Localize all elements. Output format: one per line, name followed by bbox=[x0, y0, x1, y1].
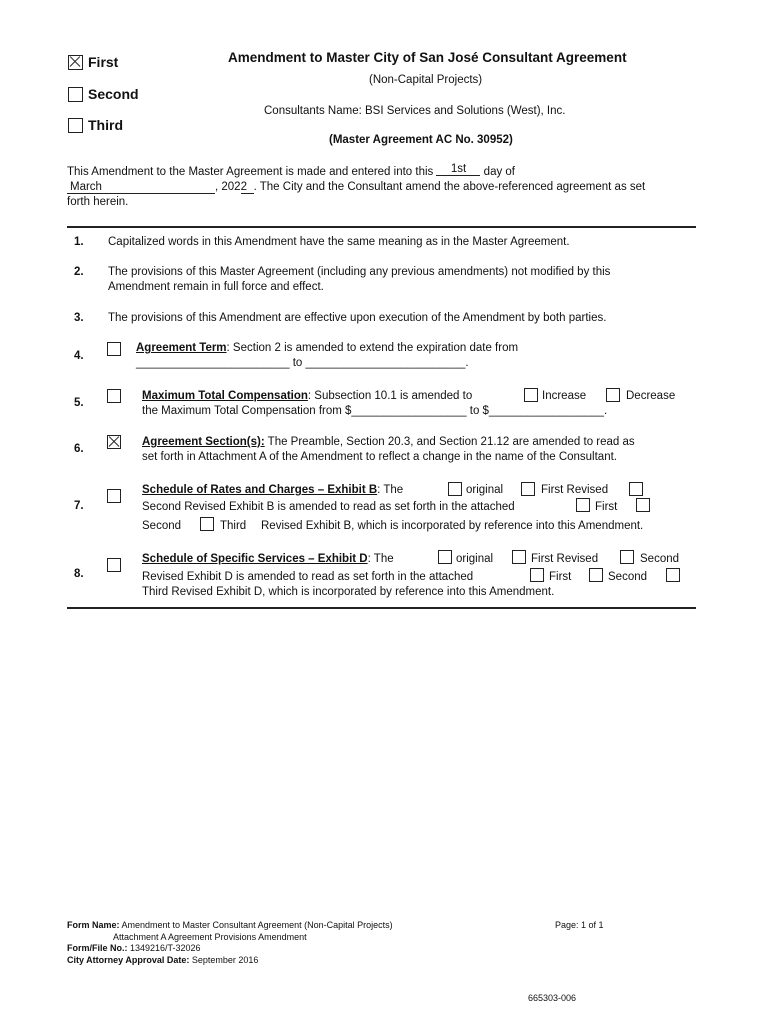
item-5-text: : Subsection 10.1 is amended to bbox=[307, 390, 473, 402]
item-1-text: Capitalized words in this Amendment have the same meaning as in the Master Agreement. bbox=[108, 236, 570, 248]
intro-year-value: 2 bbox=[240, 181, 247, 193]
item-7-line-2: Second Revised Exhibit B is amended to read as set forth in the attached bbox=[142, 501, 515, 513]
item-8-checkbox[interactable] bbox=[107, 558, 121, 572]
item-4-checkbox[interactable] bbox=[107, 342, 121, 356]
exhibit-b-attached-first-checkbox[interactable] bbox=[576, 498, 590, 512]
item-2-line-2: Amendment remain in full force and effect. bbox=[108, 281, 324, 293]
intro-month-value: March bbox=[70, 181, 102, 193]
exhibit-d-second-revised-label: Second bbox=[640, 553, 680, 565]
exhibit-b-second-label: Second bbox=[142, 520, 182, 532]
intro-year-prefix: , 202 bbox=[215, 181, 241, 193]
item-6-text: The Preamble, Section 20.3, and Section 21.12 are amended to read as bbox=[264, 436, 635, 448]
document-title: Amendment to Master City of San José Consultant Agreement bbox=[228, 50, 627, 65]
intro-text-2: . The City and the Consultant amend the above-referenced agreement as set bbox=[253, 181, 646, 193]
item-4-text: : Section 2 is amended to extend the expiration date from bbox=[226, 342, 519, 354]
section-divider-bottom bbox=[67, 607, 696, 609]
item-5-checkbox[interactable] bbox=[107, 389, 121, 403]
item-8-line-2: Revised Exhibit D is amended to read as set forth in the attached bbox=[142, 571, 474, 583]
exhibit-d-first-revised-checkbox[interactable] bbox=[512, 550, 526, 564]
third-amendment-checkbox[interactable] bbox=[68, 118, 83, 133]
exhibit-d-first-revised-label: First Revised bbox=[531, 553, 599, 565]
intro-month-field[interactable] bbox=[67, 181, 215, 194]
first-amendment-checkbox[interactable] bbox=[68, 55, 83, 70]
master-agreement-number: (Master Agreement AC No. 30952) bbox=[329, 134, 513, 146]
consultant-name: Consultants Name: BSI Services and Solutions (West), Inc. bbox=[264, 105, 566, 117]
increase-checkbox[interactable] bbox=[524, 388, 538, 402]
item-4-line-2: ________________________ to _________________________. bbox=[136, 357, 469, 369]
intro-line-3: forth herein. bbox=[67, 196, 129, 208]
section-divider-top bbox=[67, 226, 696, 228]
second-amendment-checkbox[interactable] bbox=[68, 87, 83, 102]
item-6-number: 6. bbox=[74, 443, 84, 455]
item-8-heading: Schedule of Specific Services – Exhibit D bbox=[142, 553, 368, 565]
footer-approval-label: City Attorney Approval Date: bbox=[67, 955, 190, 965]
item-7-text: : The bbox=[377, 484, 404, 496]
footer-form-name bbox=[67, 920, 393, 930]
item-5-number: 5. bbox=[74, 397, 84, 409]
item-7-heading: Schedule of Rates and Charges – Exhibit B bbox=[142, 484, 378, 496]
third-amendment-label: Third bbox=[88, 117, 123, 133]
item-4-number: 4. bbox=[74, 350, 84, 362]
footer-approval-date bbox=[67, 955, 258, 965]
intro-day-value: 1st bbox=[450, 163, 467, 175]
item-5-line-1 bbox=[142, 390, 472, 402]
intro-text-1: This Amendment to the Master Agreement is made and entered into this bbox=[67, 166, 437, 178]
item-1-number: 1. bbox=[74, 236, 84, 248]
item-3-number: 3. bbox=[74, 312, 84, 324]
footer-approval-value: September 2016 bbox=[189, 955, 259, 965]
footer-page: Page: 1 of 1 bbox=[555, 920, 604, 930]
item-8-line-1 bbox=[142, 553, 394, 565]
exhibit-d-attached-second-checkbox[interactable] bbox=[589, 568, 603, 582]
decrease-label: Decrease bbox=[626, 390, 676, 402]
footer-attachment: Attachment A Agreement Provisions Amendment bbox=[113, 932, 307, 942]
item-7-line-3: Revised Exhibit B, which is incorporated by reference into this Amendment. bbox=[261, 520, 644, 532]
item-2-line-1: The provisions of this Master Agreement (including any previous amendments) not modified by this bbox=[108, 266, 611, 278]
intro-line-1 bbox=[67, 163, 516, 179]
item-2-number: 2. bbox=[74, 266, 84, 278]
exhibit-b-third-label: Third bbox=[220, 520, 247, 532]
footer-form-name-label: Form Name: bbox=[67, 920, 120, 930]
item-6-heading: Agreement Section(s): bbox=[142, 436, 265, 448]
footer-document-id: 665303-006 bbox=[528, 993, 577, 1003]
item-7-number: 7. bbox=[74, 500, 84, 512]
exhibit-b-original-checkbox[interactable] bbox=[448, 482, 462, 496]
exhibit-b-attached-first-label: First bbox=[595, 501, 618, 513]
item-8-line-3: Third Revised Exhibit D, which is incorporated by reference into this Amendment. bbox=[142, 586, 555, 598]
exhibit-b-first-revised-checkbox[interactable] bbox=[521, 482, 535, 496]
footer-file-no-label: Form/File No.: bbox=[67, 943, 128, 953]
increase-label: Increase bbox=[542, 390, 587, 402]
intro-line-2 bbox=[67, 181, 645, 194]
second-amendment-label: Second bbox=[88, 86, 139, 102]
item-3-text: The provisions of this Amendment are effective upon execution of the Amendment by both parties. bbox=[108, 312, 607, 324]
intro-text-1b: day of bbox=[480, 166, 516, 178]
exhibit-d-original-label: original bbox=[456, 553, 494, 565]
exhibit-d-original-checkbox[interactable] bbox=[438, 550, 452, 564]
decrease-checkbox[interactable] bbox=[606, 388, 620, 402]
exhibit-d-attached-second-label: Second bbox=[608, 571, 648, 583]
item-8-number: 8. bbox=[74, 568, 84, 580]
footer-file-no-value: 1349216/T-32026 bbox=[127, 943, 201, 953]
document-subtitle: (Non-Capital Projects) bbox=[369, 74, 483, 86]
item-4-line-1 bbox=[136, 342, 518, 354]
item-5-heading: Maximum Total Compensation bbox=[142, 390, 308, 402]
item-7-line-1 bbox=[142, 484, 403, 496]
item-6-line-1 bbox=[142, 436, 635, 448]
footer-file-no bbox=[67, 943, 201, 953]
exhibit-b-second-revised-checkbox[interactable] bbox=[629, 482, 643, 496]
item-6-line-2: set forth in Attachment A of the Amendment to reflect a change in the name of the Consultant. bbox=[142, 451, 617, 463]
footer-form-name-value: Amendment to Master Consultant Agreement (Non-Capital Projects) bbox=[119, 920, 393, 930]
item-7-checkbox[interactable] bbox=[107, 489, 121, 503]
first-amendment-label: First bbox=[88, 54, 119, 70]
intro-day-field[interactable] bbox=[436, 163, 480, 176]
item-6-checkbox[interactable] bbox=[107, 435, 121, 449]
exhibit-d-attached-third-checkbox[interactable] bbox=[666, 568, 680, 582]
intro-year-field[interactable] bbox=[241, 181, 254, 194]
item-4-heading: Agreement Term bbox=[136, 342, 227, 354]
exhibit-d-attached-first-checkbox[interactable] bbox=[530, 568, 544, 582]
item-8-text: : The bbox=[367, 553, 394, 565]
item-5-line-2: the Maximum Total Compensation from $__________________ to $__________________. bbox=[142, 405, 608, 417]
exhibit-b-attached-third-checkbox[interactable] bbox=[200, 517, 214, 531]
exhibit-b-original-label: original bbox=[466, 484, 504, 496]
exhibit-b-attached-second-checkbox[interactable] bbox=[636, 498, 650, 512]
exhibit-d-attached-first-label: First bbox=[549, 571, 572, 583]
exhibit-b-first-revised-label: First Revised bbox=[541, 484, 609, 496]
exhibit-d-second-revised-checkbox[interactable] bbox=[620, 550, 634, 564]
